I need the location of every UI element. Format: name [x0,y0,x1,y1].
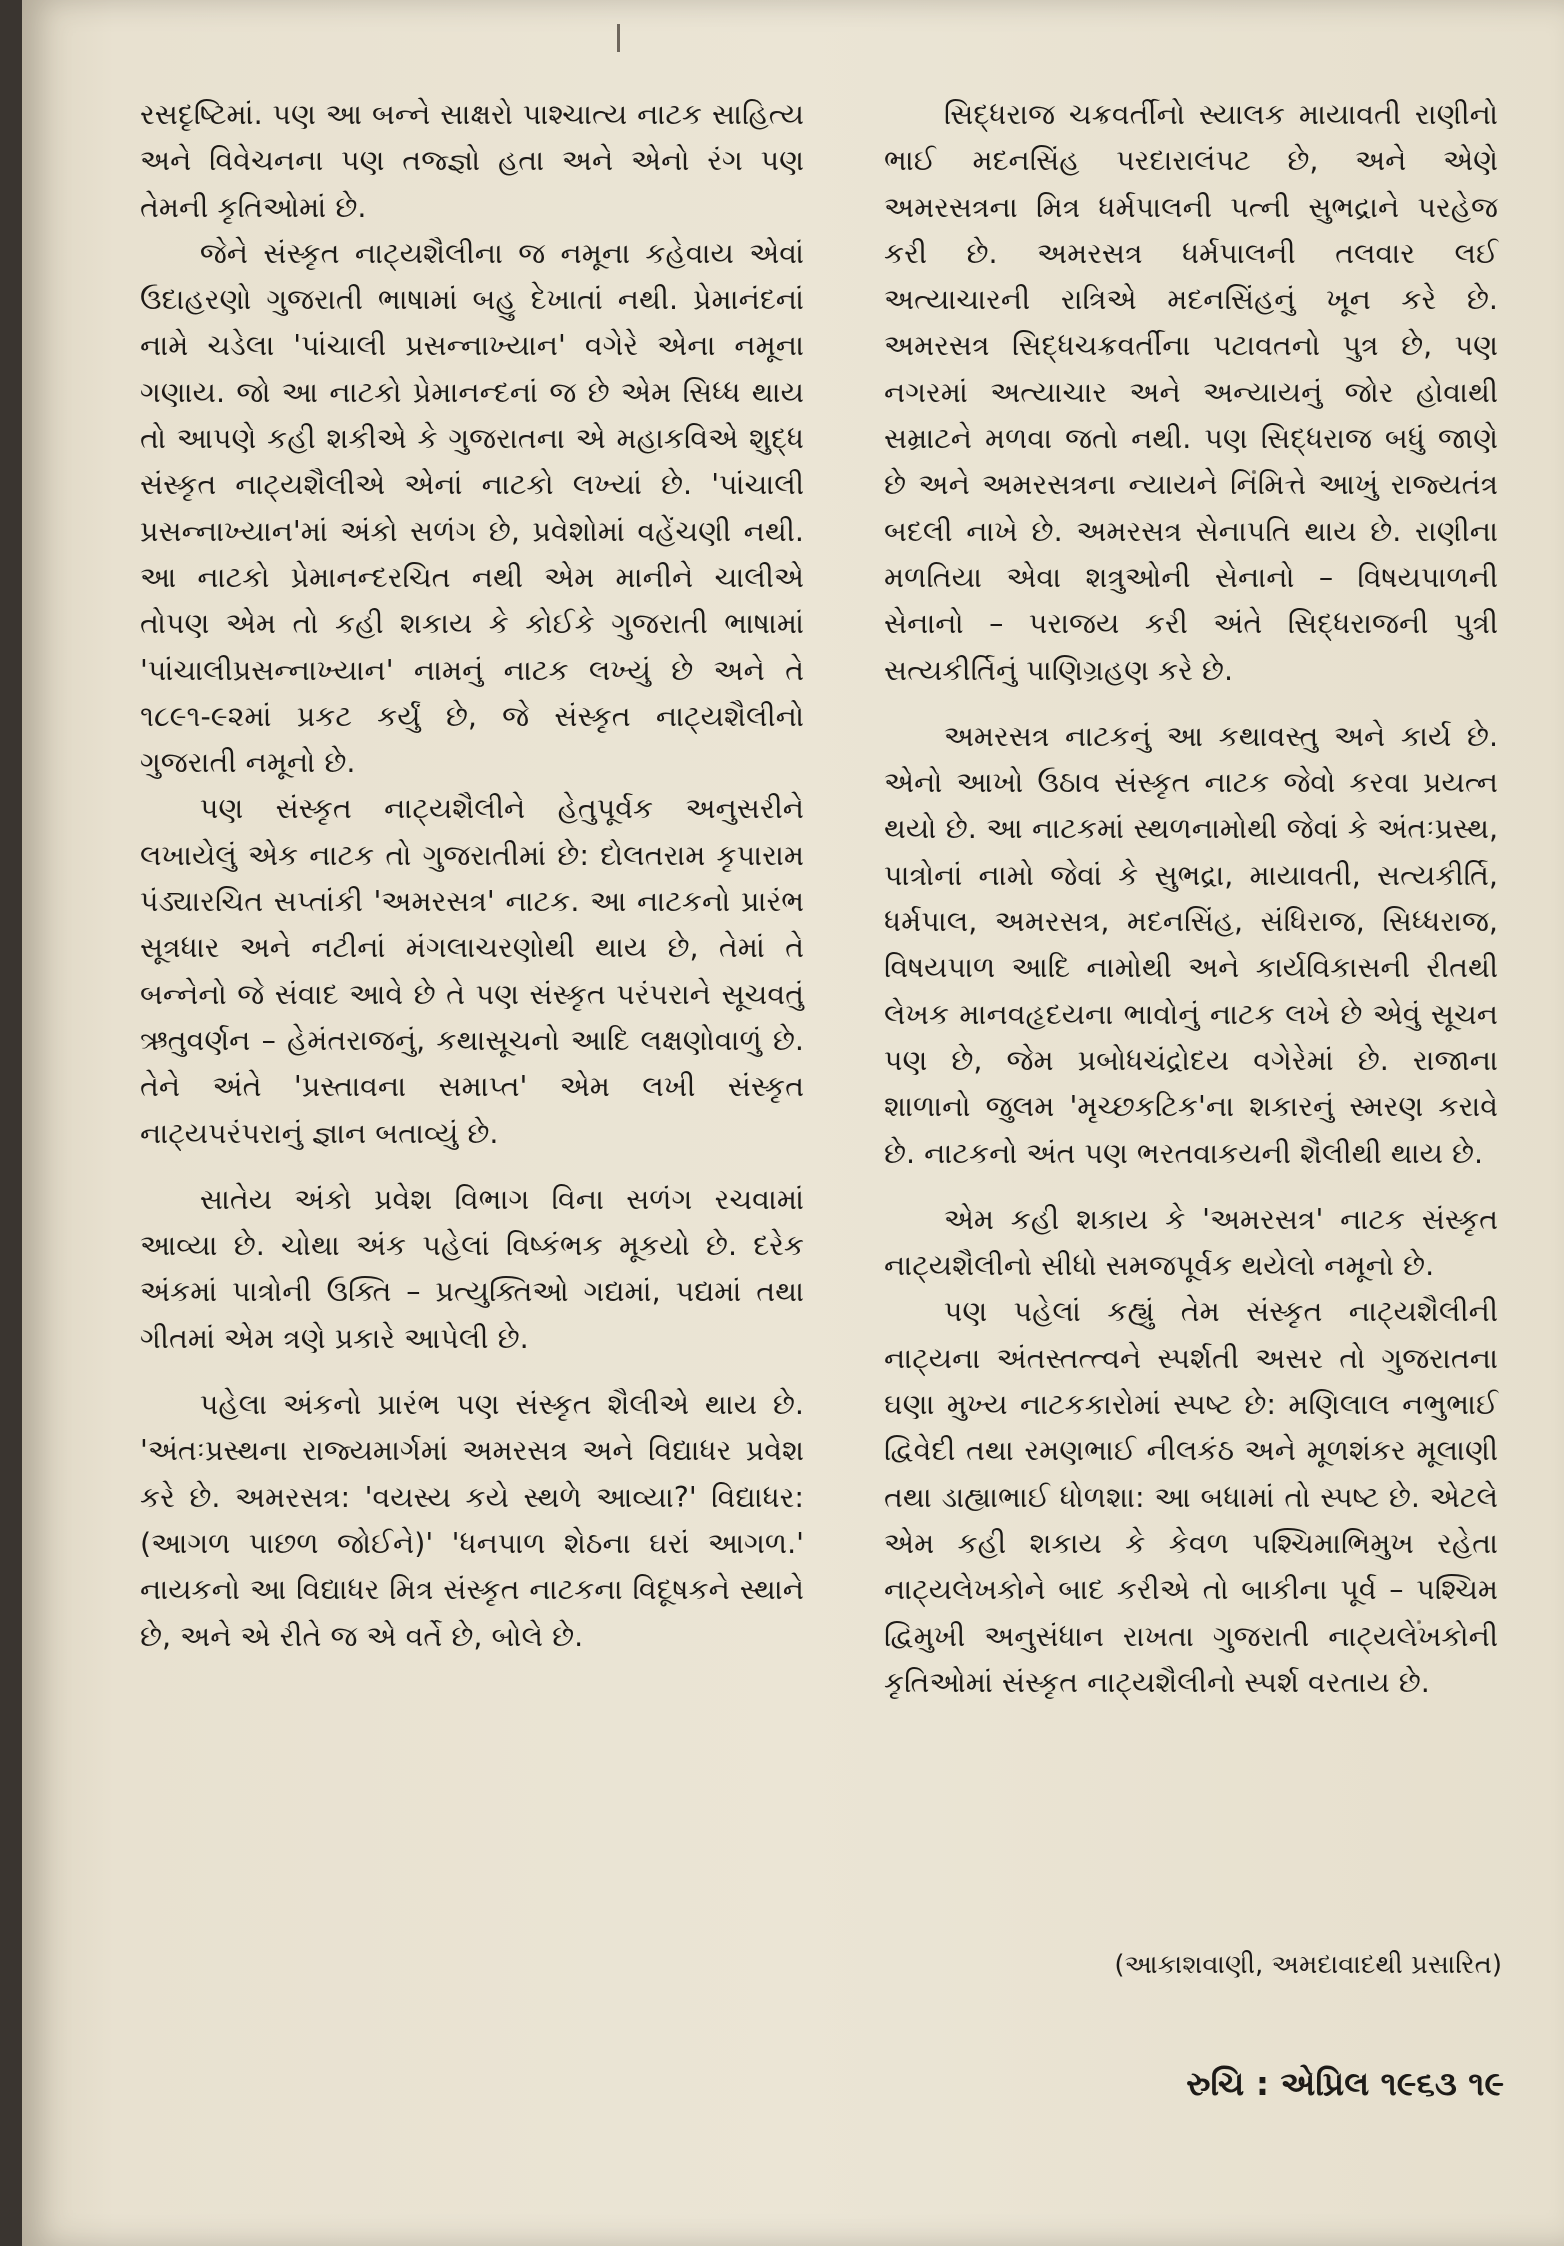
right-column [884,92,1498,1706]
magazine-page [22,0,1564,2246]
paragraph: અમરસત્ર નાટકનું આ કથાવસ્તુ અને કાર્ય છે. એનો આખો ઉઠાવ સંસ્કૃત નાટક જેવો કરવા પ્રયત્ન થયો છે. આ નાટકમાં સ્થળનામોથી જેવાં કે અંતઃપ્રસ્થ, પાત્રોનાં નામો જેવાં કે સુભદ્રા, માયાવતી, સત્યકીર્તિ, ધર્મપાલ, અમરસત્ર, મદનસિંહ, સંધિરાજ, સિધ્ધરાજ, વિષયપાળ આદિ નામોથી અને કાર્યવિકાસની રીતથી લેખક માનવહૃદયના ભાવોનું નાટક લખે છે એવું સૂચન પણ છે, જેમ પ્રબોધચંદ્રોદય વગેરેમાં છે. રાજાના શાળાનો જુલમ 'મૃચ્છકટિક'ના શકારનું સ્મરણ કરાવે છે. નાટકનો અંત પણ ભરતવાકયની શૈલીથી થાય છે. [884,719,1498,1170]
paragraph: સિદ્ધરાજ ચક્રવર્તીનો સ્યાલક માયાવતી રાણીનો ભાઈ મદનસિંહ પરદારાલંપટ છે, અને એણે અમરસત્રના મિત્ર ધર્મપાલની પત્ની સુભદ્રાને પરહેજ કરી છે. અમરસત્ર ધર્મપાલની તલવાર લઈ અત્યાચારની રાત્રિએ મદનસિંહનું ખૂન કરે છે. અમરસત્ર સિદ્ધચક્રવર્તીના પટાવતનો પુત્ર છે, પણ નગરમાં અત્યાચાર અને અન્યાયનું જોર હોવાથી સમ્રાટને મળવા જતો નથી. પણ સિદ્ધરાજ બધું જાણે છે અને અમરસત્રના ન્યાયને નિમિત્તે આખું રાજ્યતંત્ર બદલી નાખે છે. અમરસત્ર સેનાપતિ થાય છે. રાણીના મળતિયા એવા શત્રુઓની સેનાનો – વિષયપાળની સેનાનો – પરાજય કરી અંતે સિદ્ધરાજની પુત્રી સત્યકીર્તિનું પાણિગ્રહણ કરે છે. [884,98,1498,687]
paragraph: રસદૃષ્ટિમાં. પણ આ બન્ને સાક્ષરો પાશ્ચાત્ય નાટક સાહિત્ય અને વિવેચનના પણ તજ્જ્ઞો હતા અને એનો રંગ પણ તેમની કૃતિઓમાં છે. [140,98,804,224]
paragraph: પણ સંસ્કૃત નાટ્યશૈલીને હેતુપૂર્વક અનુસરીને લખાયેલું એક નાટક તો ગુજરાતીમાં છે: દોલતરામ કૃપારામ પંડ્યારચિત સપ્તાંકી 'અમરસત્ર' નાટક. આ નાટકનો પ્રારંભ સૂત્રધાર અને નટીનાં મંગલાચરણોથી થાય છે, તેમાં તે બન્નેનો જે સંવાદ આવે છે તે પણ સંસ્કૃત પરંપરાને સૂચવતું ઋતુવર્ણન – હેમંતરાજનું, કથાસૂચનો આદિ લક્ષણોવાળું છે. તેને અંતે 'પ્રસ્તાવના સમાપ્ત' એમ લખી સંસ્કૃત નાટ્યપરંપરાનું જ્ઞાન બતાવ્યું છે. [140,792,804,1150]
left-column [140,92,804,1660]
paragraph: પણ પહેલાં કહ્યું તેમ સંસ્કૃત નાટ્યશૈલીની નાટ્યના અંતસ્તત્ત્વને સ્પર્શતી અસર તો ગુજરાતના ઘણા મુખ્ય નાટકકારોમાં સ્પષ્ટ છે: મણિલાલ નભુભાઈ દ્વિવેદી તથા રમણભાઈ નીલકંઠ અને મૂળશંકર મૂલાણી તથા ડાહ્યાભાઈ ધોળશા: આ બધામાં તો સ્પષ્ટ છે. એટલે એમ કહી શકાય કે કેવળ પશ્ચિમાભિમુખ રહેતા નાટ્યલેખકોને બાદ કરીએ તો બાકીના પૂર્વ – પશ્ચિમ દ્વિમુખી અનુસંધાન રાખતા ગુજરાતી નાટ્યલેખકોની કૃતિઓમાં સંસ્કૃત નાટ્યશૈલીનો સ્પર્શ વરતાય છે. [884,1295,1498,1699]
page-fold-mark [617,24,620,52]
paragraph: સાતેય અંકો પ્રવેશ વિભાગ વિના સળંગ રચવામાં આવ્યા છે. ચોથા અંક પહેલાં વિષ્કંભક મૂકયો છે. દરેક અંકમાં પાત્રોની ઉક્તિ – પ્રત્યુક્તિઓ ગદ્યમાં, પદ્યમાં તથા ગીતમાં એમ ત્રણે પ્રકારે આપેલી છે. [140,1182,805,1355]
paragraph: પહેલા અંકનો પ્રારંભ પણ સંસ્કૃત શૈલીએ થાય છે. 'અંતઃપ્રસ્થના રાજ્યમાર્ગમાં અમરસત્ર અને વિદ્યાધર પ્રવેશ કરે છે. અમરસત્ર: 'વયસ્ય કયે સ્થળે આવ્યા?' વિદ્યાધર: (આગળ પાછળ જોઈને)' 'ધનપાળ શેઠના ઘરાં આગળ.' નાયકનો આ વિદ્યાધર મિત્ર સંસ્કૃત નાટકના વિદૂષકને સ્થાને છે, અને એ રીતે જ એ વર્તે છે, બોલે છે. [140,1388,804,1653]
paragraph: જેને સંસ્કૃત નાટ્યશૈલીના જ નમૂના કહેવાય એવાં ઉદાહરણો ગુજરાતી ભાષામાં બહુ દેખાતાં નથી. પ્રેમાનંદનાં નામે ચડેલા 'પાંચાલી પ્રસન્નાખ્યાન' વગેરે એના નમૂના ગણાય. જો આ નાટકો પ્રેમાનન્દનાં જ છે એમ સિધ્ધ થાય તો આપણે કહી શકીએ કે ગુજરાતના એ મહાકવિએ શુદ્ધ સંસ્કૃત નાટ્યશૈલીએ એનાં નાટકો લખ્યાં છે. 'પાંચાલી પ્રસન્નાખ્યાન'માં અંકો સળંગ છે, પ્રવેશોમાં વહેંચણી નથી. આ નાટકો પ્રેમાનન્દરચિત નથી એમ માનીને ચાલીએ તોપણ એમ તો કહી શકાય કે કોઈકે ગુજરાતી ભાષામાં 'પાંચાલીપ્રસન્નાખ્યાન' નામનું નાટક લખ્યું છે અને તે ૧૮૯૧-૯૨માં પ્રકટ કર્યું છે, જે સંસ્કૃત નાટ્યશૈલીનો ગુજરાતી નમૂનો છે. [140,236,804,780]
page-footer-folio: રુચિ : એપ્રિલ ૧૯૬૩ ૧૯ [1186,2064,1504,2103]
paragraph: એમ કહી શકાય કે 'અમરસત્ર' નાટક સંસ્કૃત નાટ્યશૈલીનો સીધો સમજપૂર્વક થયેલો નમૂનો છે. [884,1202,1498,1283]
broadcast-source-note: (આકાશવાણી, અમદાવાદથી પ્રસારિત) [1114,1950,1502,1980]
